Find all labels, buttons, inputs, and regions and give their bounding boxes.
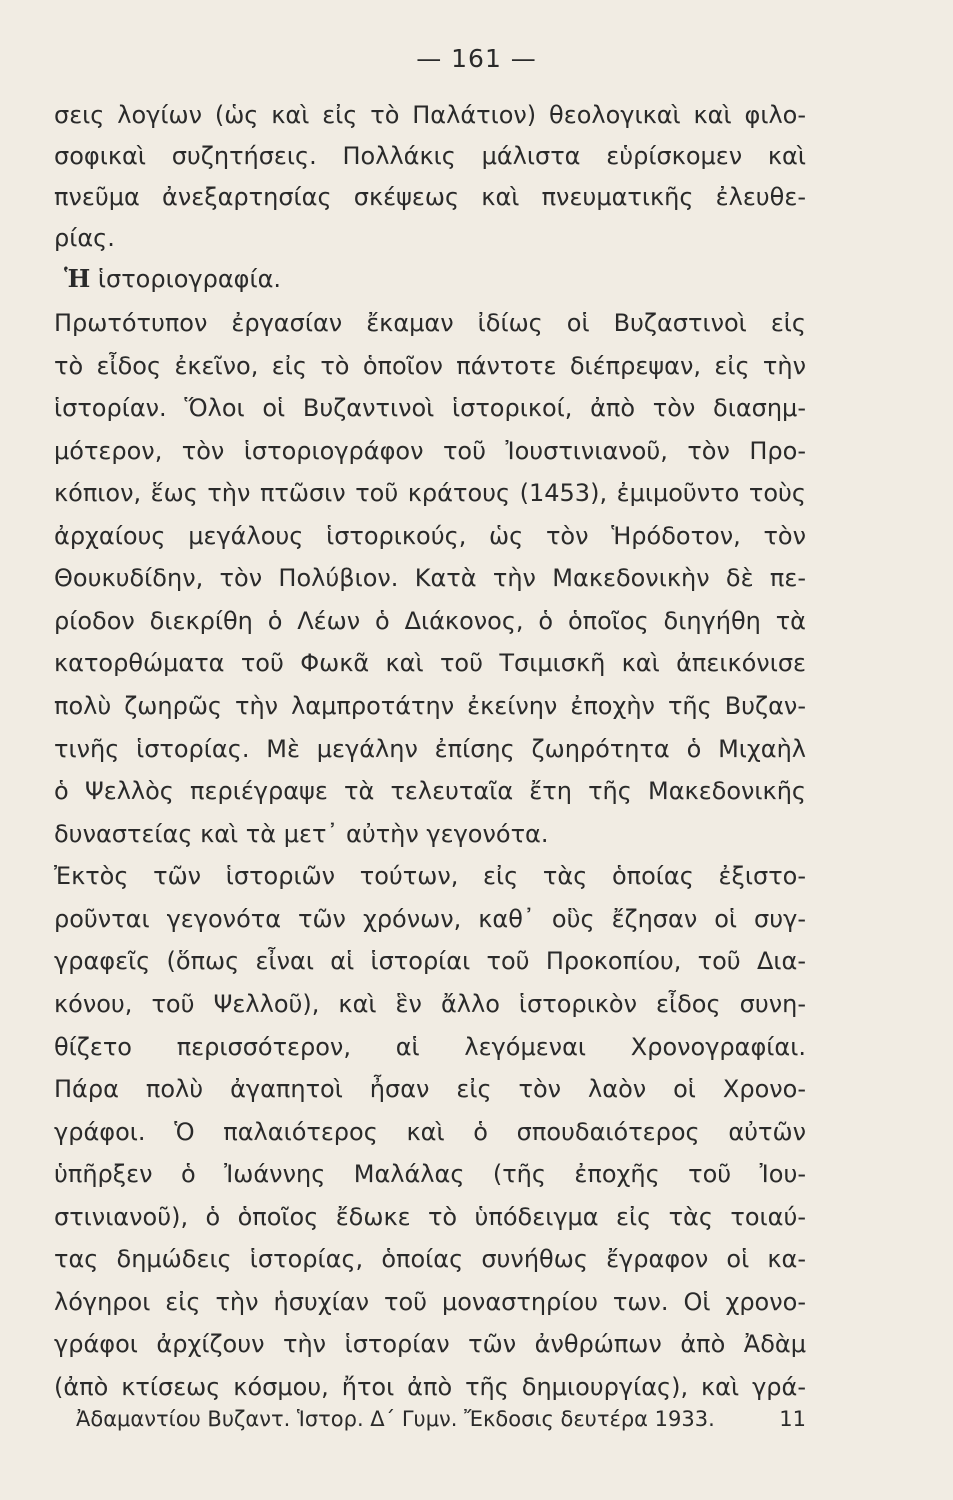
text-line: κόπιον, ἕως τὴν πτῶσιν τοῦ κράτους (1453), ἐμιμοῦντο τοὺς <box>54 479 806 507</box>
text-line: ρίοδον διεκρίθη ὁ Λέων ὁ Διάκονος, ὁ ὁποῖος διηγήθη τὰ <box>54 607 806 635</box>
text-line: ἱστορίαν. Ὅλοι οἱ Βυζαντινοὶ ἱστορικοί, ἀπὸ τὸν διασημ- <box>54 394 806 422</box>
text-line: λόγηροι εἰς τὴν ἡσυχίαν τοῦ μοναστηρίου των. Οἱ χρονο- <box>54 1288 806 1316</box>
text-line: ἀρχαίους μεγάλους ἱστορικούς, ὡς τὸν Ἡρόδοτον, τὸν <box>54 522 806 550</box>
text-line: τινῆς ἱστορίας. Μὲ μεγάλην ἐπίσης ζωηρότητα ὁ Μιχαὴλ <box>54 735 806 763</box>
footer-imprint: Ἀδαμαντίου Βυζαντ. Ἱστορ. Δ΄ Γυμν. Ἔκδοσις δευτέρα 1933. <box>76 1407 715 1431</box>
text-line: ροῦνται γεγονότα τῶν χρόνων, καθ᾽ οὓς ἔζησαν οἱ συγ- <box>54 905 806 933</box>
text-line: ὑπῆρξεν ὁ Ἰωάννης Μαλάλας (τῆς ἐποχῆς τοῦ Ἰου- <box>54 1160 806 1188</box>
text-line: γράφοι ἀρχίζουν τὴν ἱστορίαν τῶν ἀνθρώπων ἀπὸ Ἀδὰμ <box>54 1330 806 1358</box>
text-line: δυναστείας καὶ τὰ μετ᾽ αὐτὴν γεγονότα. <box>54 820 549 848</box>
text-line: Πρωτότυπον ἐργασίαν ἔκαμαν ἰδίως οἱ Βυζαστινοὶ εἰς <box>54 309 806 337</box>
text-line: ὁ Ψελλὸς περιέγραψε τὰ τελευταῖα ἔτη τῆς Μακεδονικῆς <box>54 777 806 805</box>
page-footer <box>76 1404 806 1434</box>
text-line: τὸ εἶδος ἐκεῖνο, εἰς τὸ ὁποῖον πάντοτε διέπρεψαν, εἰς τὴν <box>54 352 806 380</box>
footer-sheet-number: 11 <box>779 1407 806 1431</box>
text-line: Θουκυδίδην, τὸν Πολύβιον. Κατὰ τὴν Μακεδονικὴν δὲ πε- <box>54 564 806 592</box>
page-number: — 161 — <box>416 44 537 73</box>
section-heading <box>64 262 764 296</box>
heading-initial: Ἡ <box>64 264 91 293</box>
text-line: πολὺ ζωηρῶς τὴν λαμπροτάτην ἐκείνην ἐποχὴν τῆς Βυζαν- <box>54 692 806 720</box>
text-line: (ἀπὸ κτίσεως κόσμου, ἤτοι ἀπὸ τῆς δημιουργίας), καὶ γρά- <box>54 1373 806 1401</box>
text-line: σεις λογίων (ὡς καὶ εἰς τὸ Παλάτιον) θεολογικαὶ καὶ φιλο- <box>54 101 806 129</box>
text-line: Πάρα πολὺ ἀγαπητοὶ ἦσαν εἰς τὸν λαὸν οἱ Χρονο- <box>54 1075 806 1103</box>
text-line: θίζετο περισσότερον, αἱ λεγόμεναι Χρονογραφίαι. <box>54 1033 806 1061</box>
text-line: γραφεῖς (ὅπως εἶναι αἱ ἱστορίαι τοῦ Προκοπίου, τοῦ Δια- <box>54 947 806 975</box>
text-line: κόνου, τοῦ Ψελλοῦ), καὶ ἓν ἄλλο ἱστορικὸν εἶδος συνη- <box>54 990 806 1018</box>
text-line: σοφικαὶ συζητήσεις. Πολλάκις μάλιστα εὑρίσκομεν καὶ <box>54 142 806 170</box>
text-line: τας δημώδεις ἱστορίας, ὁποίας συνήθως ἔγραφον οἱ κα- <box>54 1245 806 1273</box>
text-line: κατορθώματα τοῦ Φωκᾶ καὶ τοῦ Τσιμισκῆ καὶ ἀπεικόνισε <box>54 649 806 677</box>
text-line: γράφοι. Ὁ παλαιότερος καὶ ὁ σπουδαιότερος αὐτῶν <box>54 1118 806 1146</box>
text-line: στινιανοῦ), ὁ ὁποῖος ἔδωκε τὸ ὑπόδειγμα εἰς τὰς τοιαύ- <box>54 1203 806 1231</box>
text-line: πνεῦμα ἀνεξαρτησίας σκέψεως καὶ πνευματικῆς ἐλευθε- <box>54 183 806 211</box>
text-line: ρίας. <box>54 224 115 252</box>
heading-text: ἱστοριογραφία. <box>90 265 282 293</box>
text-line: μότερον, τὸν ἱστοριογράφον τοῦ Ἰουστινιανοῦ, τὸν Προ- <box>54 437 806 465</box>
text-line: Ἐκτὸς τῶν ἱστοριῶν τούτων, εἰς τὰς ὁποίας ἐξιστο- <box>54 862 806 890</box>
